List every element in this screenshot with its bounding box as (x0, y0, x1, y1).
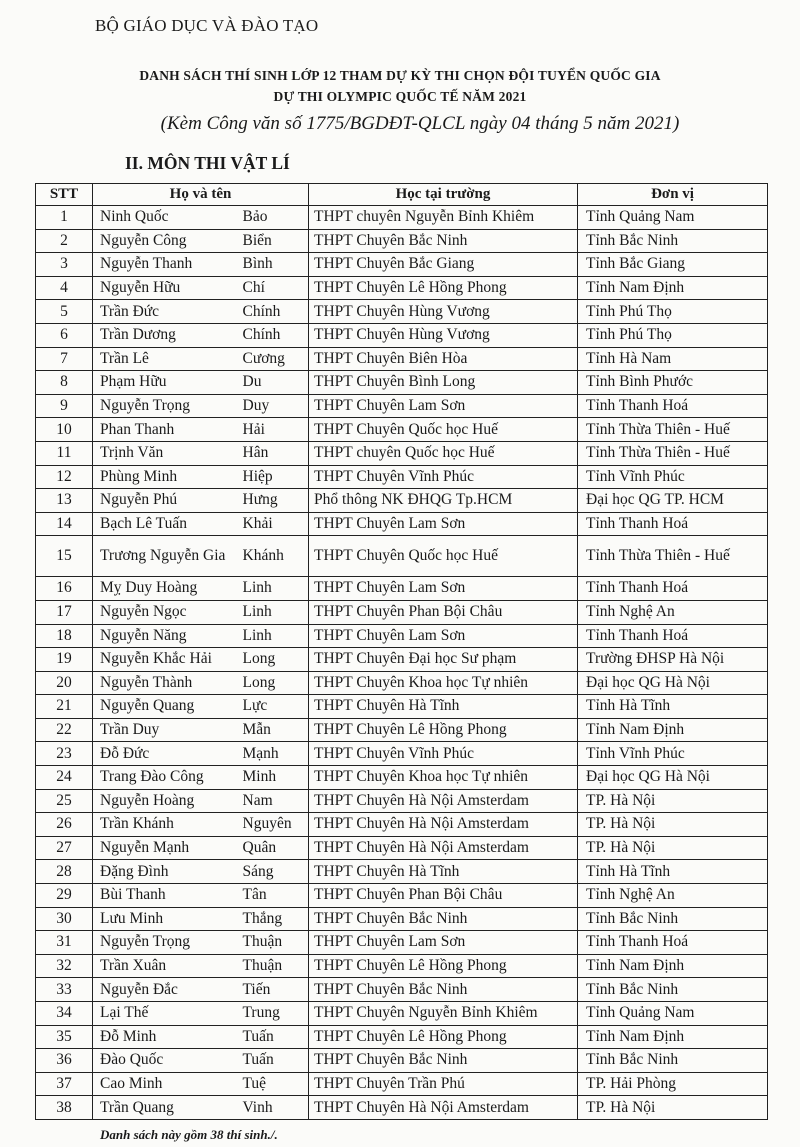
cell-stt: 7 (36, 347, 93, 371)
cell-stt: 36 (36, 1049, 93, 1073)
cell-unit: Tỉnh Nghệ An (578, 884, 768, 908)
table-row (36, 648, 768, 672)
cell-unit: Tỉnh Bắc Giang (578, 253, 768, 277)
cell-given-name: Hải (241, 418, 309, 442)
cell-family-name: Trương Nguyễn Gia (93, 536, 241, 577)
cell-school: THPT Chuyên Nguyễn Bỉnh Khiêm (309, 1002, 578, 1026)
cell-given-name: Biển (241, 229, 309, 253)
cell-given-name: Thắng (241, 907, 309, 931)
table-row (36, 836, 768, 860)
table-row (36, 884, 768, 908)
table-row (36, 1025, 768, 1049)
cell-school: THPT Chuyên Bắc Ninh (309, 978, 578, 1002)
cell-given-name: Tân (241, 884, 309, 908)
cell-given-name: Nam (241, 789, 309, 813)
cell-unit: TP. Hà Nội (578, 836, 768, 860)
cell-unit: Tỉnh Vĩnh Phúc (578, 742, 768, 766)
table-row (36, 347, 768, 371)
cell-school: THPT Chuyên Lam Sơn (309, 931, 578, 955)
cell-stt: 24 (36, 766, 93, 790)
cell-stt: 28 (36, 860, 93, 884)
header-stt: STT (36, 184, 93, 206)
table-body (36, 206, 768, 1120)
header-school: Học tại trường (309, 184, 578, 206)
cell-family-name: Đặng Đình (93, 860, 241, 884)
cell-school: THPT Chuyên Hà Nội Amsterdam (309, 1096, 578, 1120)
cell-given-name: Cương (241, 347, 309, 371)
cell-school: THPT Chuyên Hà Nội Amsterdam (309, 813, 578, 837)
cell-school: THPT Chuyên Bắc Ninh (309, 907, 578, 931)
cell-family-name: Nguyễn Công (93, 229, 241, 253)
cell-stt: 18 (36, 624, 93, 648)
cell-family-name: Nguyễn Hoàng (93, 789, 241, 813)
cell-given-name: Bảo (241, 206, 309, 230)
table-row (36, 789, 768, 813)
cell-stt: 35 (36, 1025, 93, 1049)
cell-family-name: Trần Xuân (93, 954, 241, 978)
table-row (36, 1096, 768, 1120)
candidate-table (35, 183, 768, 1120)
cell-stt: 8 (36, 371, 93, 395)
cell-stt: 38 (36, 1096, 93, 1120)
cell-unit: TP. Hà Nội (578, 813, 768, 837)
table-row (36, 718, 768, 742)
table-row (36, 931, 768, 955)
cell-stt: 1 (36, 206, 93, 230)
cell-unit: Đại học QG TP. HCM (578, 489, 768, 513)
cell-school: THPT Chuyên Lam Sơn (309, 624, 578, 648)
cell-given-name: Trung (241, 1002, 309, 1026)
cell-given-name: Lực (241, 695, 309, 719)
cell-given-name: Linh (241, 600, 309, 624)
cell-school: THPT Chuyên Phan Bội Châu (309, 600, 578, 624)
cell-family-name: Nguyễn Hữu (93, 276, 241, 300)
table-row (36, 206, 768, 230)
cell-stt: 27 (36, 836, 93, 860)
ministry-name: BỘ GIÁO DỤC VÀ ĐÀO TẠO (95, 16, 319, 35)
cell-unit: Tỉnh Thừa Thiên - Huế (578, 418, 768, 442)
cell-school: THPT Chuyên Quốc học Huế (309, 418, 578, 442)
cell-family-name: Nguyễn Trọng (93, 931, 241, 955)
cell-school: THPT Chuyên Lê Hồng Phong (309, 276, 578, 300)
cell-school: THPT Chuyên Đại học Sư phạm (309, 648, 578, 672)
cell-school: THPT Chuyên Hà Nội Amsterdam (309, 789, 578, 813)
cell-school: THPT Chuyên Hà Tĩnh (309, 695, 578, 719)
document-reference: (Kèm Công văn số 1775/BGDĐT-QLCL ngày 04 tháng 5 năm 2021) (160, 113, 680, 134)
cell-family-name: Nguyễn Thành (93, 671, 241, 695)
cell-unit: Tỉnh Quảng Nam (578, 1002, 768, 1026)
cell-school: THPT Chuyên Hùng Vương (309, 323, 578, 347)
cell-given-name: Khải (241, 512, 309, 536)
cell-school: THPT Chuyên Biên Hòa (309, 347, 578, 371)
cell-family-name: Trang Đào Công (93, 766, 241, 790)
table-row (36, 253, 768, 277)
table-row (36, 229, 768, 253)
cell-stt: 3 (36, 253, 93, 277)
cell-given-name: Hiệp (241, 465, 309, 489)
cell-stt: 13 (36, 489, 93, 513)
cell-stt: 26 (36, 813, 93, 837)
cell-family-name: Đỗ Đức (93, 742, 241, 766)
cell-unit: Tỉnh Thanh Hoá (578, 931, 768, 955)
cell-family-name: Nguyễn Phú (93, 489, 241, 513)
table-row (36, 600, 768, 624)
section-heading: II. MÔN THI VẬT LÍ (125, 153, 290, 173)
table-row (36, 813, 768, 837)
cell-given-name: Chính (241, 323, 309, 347)
cell-stt: 22 (36, 718, 93, 742)
table-row (36, 300, 768, 324)
cell-school: THPT Chuyên Khoa học Tự nhiên (309, 671, 578, 695)
cell-school: THPT chuyên Nguyễn Bỉnh Khiêm (309, 206, 578, 230)
table-row (36, 276, 768, 300)
cell-family-name: Nguyễn Quang (93, 695, 241, 719)
cell-given-name: Nguyên (241, 813, 309, 837)
cell-stt: 32 (36, 954, 93, 978)
table-row (36, 536, 768, 577)
cell-stt: 5 (36, 300, 93, 324)
table-row (36, 766, 768, 790)
cell-family-name: Trần Dương (93, 323, 241, 347)
cell-family-name: Cao Minh (93, 1072, 241, 1096)
cell-unit: Tỉnh Thanh Hoá (578, 394, 768, 418)
cell-unit: Tỉnh Bắc Ninh (578, 978, 768, 1002)
cell-unit: Tỉnh Nam Định (578, 276, 768, 300)
cell-family-name: Trần Lê (93, 347, 241, 371)
cell-unit: Tỉnh Quảng Nam (578, 206, 768, 230)
cell-given-name: Tuệ (241, 1072, 309, 1096)
cell-family-name: Nguyễn Trọng (93, 394, 241, 418)
cell-stt: 23 (36, 742, 93, 766)
document-title-line2: DỰ THI OLYMPIC QUỐC TẾ NĂM 2021 (273, 89, 527, 104)
cell-unit: Tỉnh Hà Nam (578, 347, 768, 371)
cell-stt: 12 (36, 465, 93, 489)
cell-family-name: Nguyễn Khắc Hải (93, 648, 241, 672)
table-row (36, 418, 768, 442)
cell-family-name: Mỵ Duy Hoàng (93, 577, 241, 601)
cell-stt: 21 (36, 695, 93, 719)
table-row (36, 512, 768, 536)
cell-stt: 25 (36, 789, 93, 813)
cell-family-name: Trần Khánh (93, 813, 241, 837)
table-row (36, 742, 768, 766)
cell-school: THPT Chuyên Bình Long (309, 371, 578, 395)
cell-unit: Tỉnh Nam Định (578, 718, 768, 742)
cell-stt: 16 (36, 577, 93, 601)
cell-unit: Đại học QG Hà Nội (578, 671, 768, 695)
cell-given-name: Duy (241, 394, 309, 418)
cell-unit: Tỉnh Phú Thọ (578, 300, 768, 324)
table-row (36, 695, 768, 719)
cell-school: THPT Chuyên Bắc Ninh (309, 1049, 578, 1073)
cell-stt: 10 (36, 418, 93, 442)
header-name: Họ và tên (93, 184, 309, 206)
cell-school: THPT Chuyên Vĩnh Phúc (309, 465, 578, 489)
cell-given-name: Hân (241, 441, 309, 465)
cell-school: THPT Chuyên Lam Sơn (309, 394, 578, 418)
cell-school: THPT Chuyên Lam Sơn (309, 577, 578, 601)
cell-family-name: Lại Thế (93, 1002, 241, 1026)
table-header-row (36, 184, 768, 206)
cell-stt: 30 (36, 907, 93, 931)
cell-given-name: Long (241, 671, 309, 695)
cell-school: THPT Chuyên Bắc Giang (309, 253, 578, 277)
table-row (36, 465, 768, 489)
cell-stt: 4 (36, 276, 93, 300)
table-row (36, 1002, 768, 1026)
cell-unit: Tỉnh Thanh Hoá (578, 512, 768, 536)
cell-given-name: Minh (241, 766, 309, 790)
cell-unit: TP. Hải Phòng (578, 1072, 768, 1096)
cell-unit: Tỉnh Hà Tĩnh (578, 860, 768, 884)
table-row (36, 371, 768, 395)
cell-school: THPT Chuyên Phan Bội Châu (309, 884, 578, 908)
cell-school: THPT Chuyên Lê Hồng Phong (309, 954, 578, 978)
document-title: DANH SÁCH THÍ SINH LỚP 12 THAM DỰ KỲ THI CHỌN ĐỘI TUYỂN QUỐC GIA (139, 68, 661, 83)
cell-unit: Tỉnh Bắc Ninh (578, 1049, 768, 1073)
cell-school: THPT Chuyên Lam Sơn (309, 512, 578, 536)
cell-given-name: Thuận (241, 954, 309, 978)
cell-unit: Tỉnh Nam Định (578, 954, 768, 978)
cell-given-name: Sáng (241, 860, 309, 884)
cell-unit: Tỉnh Thanh Hoá (578, 577, 768, 601)
cell-family-name: Nguyễn Đắc (93, 978, 241, 1002)
cell-family-name: Nguyễn Thanh (93, 253, 241, 277)
table-row (36, 394, 768, 418)
cell-school: THPT Chuyên Quốc học Huế (309, 536, 578, 577)
cell-given-name: Mẫn (241, 718, 309, 742)
cell-given-name: Long (241, 648, 309, 672)
cell-family-name: Bùi Thanh (93, 884, 241, 908)
table-row (36, 954, 768, 978)
table-row (36, 577, 768, 601)
cell-given-name: Thuận (241, 931, 309, 955)
cell-given-name: Linh (241, 577, 309, 601)
cell-unit: Tỉnh Phú Thọ (578, 323, 768, 347)
cell-unit: Tỉnh Vĩnh Phúc (578, 465, 768, 489)
cell-school: THPT chuyên Quốc học Huế (309, 441, 578, 465)
cell-given-name: Quân (241, 836, 309, 860)
cell-unit: Tỉnh Nam Định (578, 1025, 768, 1049)
cell-stt: 19 (36, 648, 93, 672)
table-row (36, 323, 768, 347)
cell-given-name: Vinh (241, 1096, 309, 1120)
cell-unit: Đại học QG Hà Nội (578, 766, 768, 790)
cell-school: THPT Chuyên Trần Phú (309, 1072, 578, 1096)
table-row (36, 441, 768, 465)
cell-stt: 6 (36, 323, 93, 347)
cell-unit: Tỉnh Bắc Ninh (578, 907, 768, 931)
cell-school: THPT Chuyên Khoa học Tự nhiên (309, 766, 578, 790)
cell-family-name: Lưu Minh (93, 907, 241, 931)
cell-unit: Tỉnh Bắc Ninh (578, 229, 768, 253)
cell-given-name: Tiến (241, 978, 309, 1002)
cell-unit: Tỉnh Thừa Thiên - Huế (578, 441, 768, 465)
cell-school: THPT Chuyên Hà Tĩnh (309, 860, 578, 884)
cell-given-name: Tuấn (241, 1025, 309, 1049)
table-row (36, 624, 768, 648)
cell-unit: Tỉnh Thừa Thiên - Huế (578, 536, 768, 577)
cell-stt: 17 (36, 600, 93, 624)
cell-family-name: Phan Thanh (93, 418, 241, 442)
cell-given-name: Linh (241, 624, 309, 648)
cell-family-name: Ninh Quốc (93, 206, 241, 230)
table-row (36, 489, 768, 513)
cell-given-name: Hưng (241, 489, 309, 513)
cell-given-name: Bình (241, 253, 309, 277)
cell-family-name: Trần Đức (93, 300, 241, 324)
cell-stt: 34 (36, 1002, 93, 1026)
cell-stt: 2 (36, 229, 93, 253)
cell-stt: 33 (36, 978, 93, 1002)
cell-given-name: Chí (241, 276, 309, 300)
cell-unit: TP. Hà Nội (578, 789, 768, 813)
cell-stt: 14 (36, 512, 93, 536)
cell-school: THPT Chuyên Hùng Vương (309, 300, 578, 324)
cell-given-name: Mạnh (241, 742, 309, 766)
cell-unit: Tỉnh Nghệ An (578, 600, 768, 624)
cell-unit: Trường ĐHSP Hà Nội (578, 648, 768, 672)
cell-unit: Tỉnh Bình Phước (578, 371, 768, 395)
cell-family-name: Nguyễn Năng (93, 624, 241, 648)
table-row (36, 860, 768, 884)
cell-school: THPT Chuyên Bắc Ninh (309, 229, 578, 253)
cell-family-name: Phùng Minh (93, 465, 241, 489)
cell-family-name: Đào Quốc (93, 1049, 241, 1073)
cell-school: THPT Chuyên Lê Hồng Phong (309, 1025, 578, 1049)
table-row (36, 907, 768, 931)
cell-family-name: Trần Quang (93, 1096, 241, 1120)
cell-stt: 31 (36, 931, 93, 955)
cell-school: Phổ thông NK ĐHQG Tp.HCM (309, 489, 578, 513)
cell-given-name: Tuấn (241, 1049, 309, 1073)
cell-family-name: Trịnh Văn (93, 441, 241, 465)
cell-family-name: Trần Duy (93, 718, 241, 742)
cell-family-name: Nguyễn Mạnh (93, 836, 241, 860)
cell-family-name: Nguyễn Ngọc (93, 600, 241, 624)
cell-stt: 29 (36, 884, 93, 908)
cell-unit: Tỉnh Hà Tĩnh (578, 695, 768, 719)
header-unit: Đơn vị (578, 184, 768, 206)
cell-given-name: Chính (241, 300, 309, 324)
table-row (36, 1072, 768, 1096)
table-row (36, 1049, 768, 1073)
cell-school: THPT Chuyên Lê Hồng Phong (309, 718, 578, 742)
cell-stt: 37 (36, 1072, 93, 1096)
cell-school: THPT Chuyên Hà Nội Amsterdam (309, 836, 578, 860)
cell-family-name: Phạm Hữu (93, 371, 241, 395)
cell-unit: TP. Hà Nội (578, 1096, 768, 1120)
cell-school: THPT Chuyên Vĩnh Phúc (309, 742, 578, 766)
table-row (36, 671, 768, 695)
cell-unit: Tỉnh Thanh Hoá (578, 624, 768, 648)
cell-stt: 11 (36, 441, 93, 465)
footer-note: Danh sách này gồm 38 thí sinh./. (100, 1127, 278, 1142)
cell-given-name: Du (241, 371, 309, 395)
cell-family-name: Đỗ Minh (93, 1025, 241, 1049)
cell-stt: 9 (36, 394, 93, 418)
cell-given-name: Khánh (241, 536, 309, 577)
cell-stt: 20 (36, 671, 93, 695)
table-row (36, 978, 768, 1002)
cell-stt: 15 (36, 536, 93, 577)
cell-family-name: Bạch Lê Tuấn (93, 512, 241, 536)
